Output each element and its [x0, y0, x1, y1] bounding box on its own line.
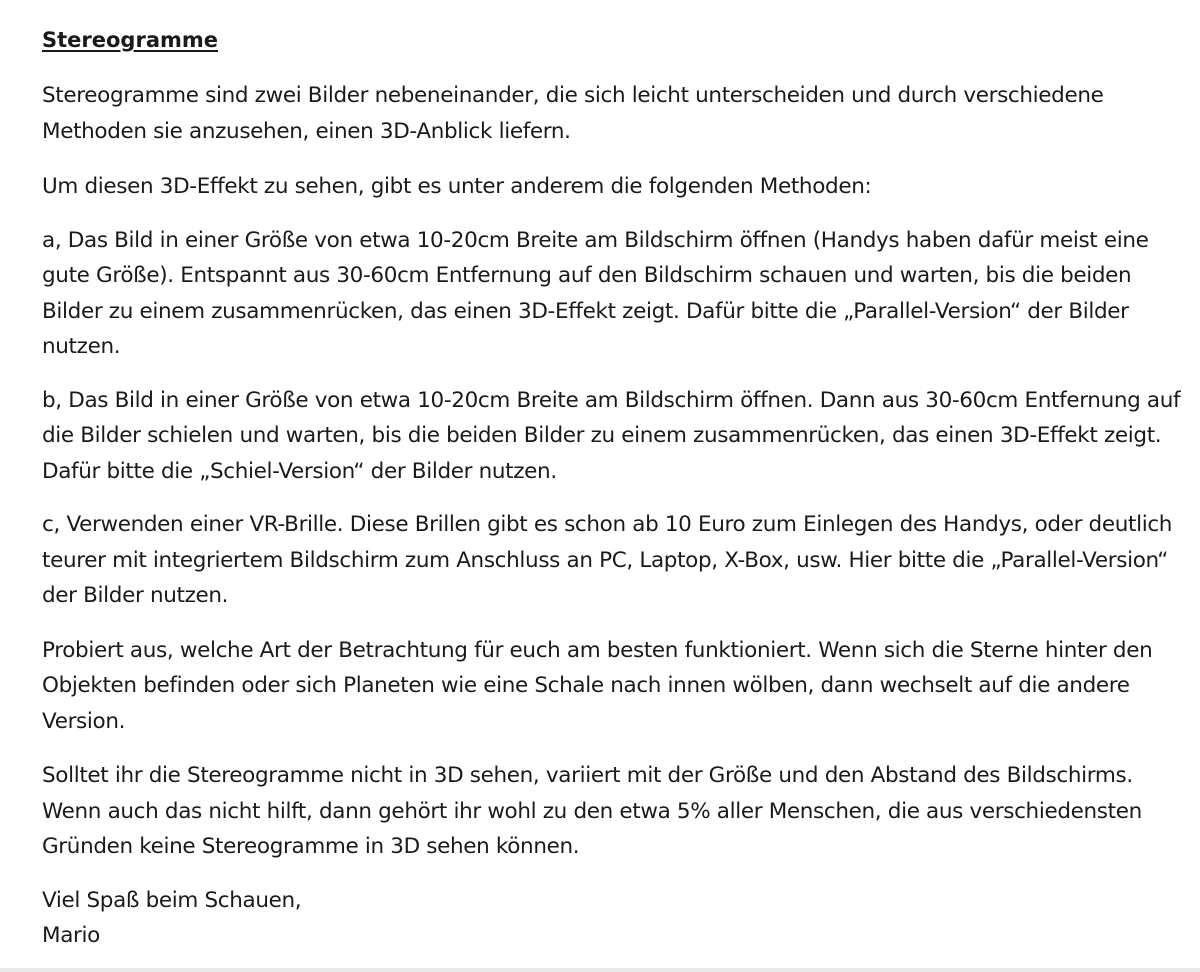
paragraph-methods-intro: Um diesen 3D-Effekt zu sehen, gibt es unter anderem die folgenden Methoden:	[42, 174, 872, 199]
paragraph-try-out: Probiert aus, welche Art der Betrachtung für euch am besten funktioniert. Wenn sich die Sterne hinter den Objekten befinden oder sich Planeten wie eine Schale nach innen wölben, dann wechselt auf die andere Version.	[42, 637, 1153, 734]
paragraph-method-a: a, Das Bild in einer Größe von etwa 10-20cm Breite am Bildschirm öffnen (Handys haben dafür meist eine gute Größe). Entspannt aus 30-60cm Entfernung auf den Bildschirm schauen und warten, bis die beiden Bilder zu einem zusammenrücken, das einen 3D-Effekt zeigt. Dafür bitte die „Parallel-Version“ der Bilder nutzen.	[42, 227, 1149, 359]
page-bottom-border	[0, 968, 1200, 972]
paragraph-method-b: b, Das Bild in einer Größe von etwa 10-20cm Breite am Bildschirm öffnen. Dann aus 30-60cm Entfernung auf die Bilder schielen und warten, bis die beiden Bilder zu einem zusammenrücken, das einen 3D-Effekt zeigt. Dafür bitte die „Schiel-Version“ der Bilder nutzen.	[42, 387, 1181, 484]
document-title: Stereogramme	[42, 28, 218, 52]
paragraph-method-c: c, Verwenden einer VR-Brille. Diese Brillen gibt es schon ab 10 Euro zum Einlegen des Handys, oder deutlich teurer mit integriertem Bildschirm zum Anschluss an PC, Laptop, X-Box, usw. Hier bitte die „Parallel-Version“ der Bilder nutzen.	[42, 512, 1173, 608]
closing-block	[42, 883, 1182, 954]
document-page	[42, 24, 1182, 954]
closing-greeting: Viel Spaß beim Schauen,	[42, 887, 302, 913]
paragraph-intro: Stereogramme sind zwei Bilder nebeneinander, die sich leicht unterscheiden und durch verschiedene Methoden sie anzusehen, einen 3D-Anblick liefern.	[42, 83, 1104, 144]
paragraph-troubleshooting: Solltet ihr die Stereogramme nicht in 3D sehen, variiert mit der Größe und den Abstand des Bildschirms. Wenn auch das nicht hilft, dann gehört ihr wohl zu den etwa 5% aller Menschen, die aus verschiedensten Gründen keine Stereogramme in 3D sehen können.	[42, 763, 1142, 859]
closing-signature: Mario	[42, 923, 100, 948]
